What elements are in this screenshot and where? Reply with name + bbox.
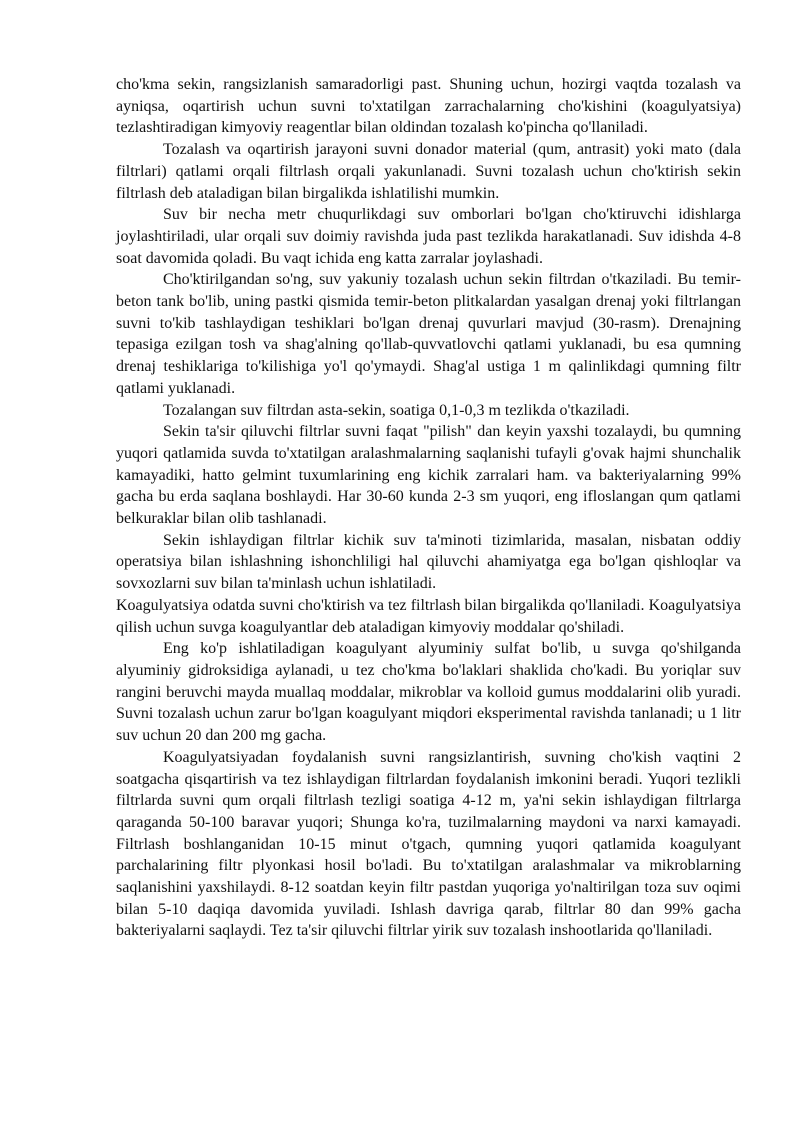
paragraph: Cho'ktirilgandan so'ng, suv yakuniy tozalash uchun sekin filtrdan o'tkaziladi. Bu temir-beton tank bo'lib, uning pastki qismida temir-beton plitkalardan yasalgan drenaj yoki filtrlangan suvni to'kib tashlaydigan teshiklari bo'lgan drenaj quvurlari mavjud (30-rasm). Drenajning tepasiga ezilgan tosh va shag'alning qo'llab-quvvatlovchi qatlami yuklanadi, bu esa qumning drenaj teshiklariga to'kilishiga yo'l qo'ymaydi. Shag'al ustiga 1 m qalinlikdagi qumning filtr qatlami yuklanadi. <box>116 271 741 397</box>
paragraph: cho'kma sekin, rangsizlanish samaradorligi past. Shuning uchun, hozirgi vaqtda tozalash va ayniqsa, oqartirish uchun suvni to'xtatilgan zarrachalarning cho'kishini (koagulyatsiya) tezlashtiradigan kimyoviy reagentlar bilan oldindan tozalash ko'pincha qo'llaniladi. <box>116 76 741 137</box>
paragraph: Koagulyatsiyadan foydalanish suvni rangsizlantirish, suvning cho'kish vaqtini 2 soatgacha qisqartirish va tez ishlaydigan filtrlardan foydalanish imkonini beradi. Yuqori tezlikli filtrlarda suvni qum orqali filtrlash tezligi soatiga 4-12 m, ya'ni sekin ishlaydigan filtrlarga qaraganda 50-100 baravar yuqori; Shunga ko'ra, tuzilmalarning maydoni va narxi kamayadi. Filtrlash boshlanganidan 10-15 minut o'tgach, qumning yuqori qatlamida koagulyant parchalarining filtr plyonkasi hosil bo'ladi. Bu to'xtatilgan aralashmalar va mikroblarning saqlanishini yaxshilaydi. 8-12 soatdan keyin filtr pastdan yuqoriga yo'naltirilgan toza suv oqimi bilan 5-10 daqiqa davomida yuviladi. Ishlash davriga qarab, filtrlar 80 dan 99% gacha bakteriyalarni saqlaydi. Tez ta'sir qiluvchi filtrlar yirik suv tozalash inshootlarida qo'llaniladi. <box>116 748 741 940</box>
paragraph: Sekin ishlaydigan filtrlar kichik suv ta'minoti tizimlarida, masalan, nisbatan oddiy operatsiya bilan ishlashning ishonchliligi hal qiluvchi ahamiyatga ega bo'lgan qishloqlar va sovxozlarni suv bilan ta'minlash uchun ishlatiladi. <box>116 531 741 593</box>
paragraph: Suv bir necha metr chuqurlikdagi suv omborlari bo'lgan cho'ktiruvchi idishlarga joylashtiriladi, ular orqali suv doimiy ravishda juda past tezlikda harakatlanadi. Suv idishda 4-8 soat davomida qoladi. Bu vaqt ichida eng katta zarralar joylashadi. <box>116 206 741 267</box>
paragraph: Koagulyatsiya odatda suvni cho'ktirish va tez filtrlash bilan birgalikda qo'llaniladi. Koagulyatsiya qilish uchun suvga koagulyantlar deb ataladigan kimyoviy moddalar qo'shiladi. <box>116 596 741 636</box>
paragraph: Sekin ta'sir qiluvchi filtrlar suvni faqat "pilish" dan keyin yaxshi tozalaydi, bu qumning yuqori qatlamida suvda to'xtatilgan aralashmalarning saqlanishi tufayli g'ovak hajmi shunchalik kamayadiki, hatto gelmint tuxumlarining eng kichik zarralari ham. va bakteriyalarning 99% gacha bu erda saqlana boshlaydi. Har 30-60 kunda 2-3 sm yuqori, eng ifloslangan qum qatlami belkuraklar bilan olib tashlanadi. <box>116 423 741 528</box>
paragraph: Eng ko'p ishlatiladigan koagulyant alyuminiy sulfat bo'lib, u suvga qo'shilganda alyuminiy gidroksidiga aylanadi, u tez cho'kma bo'laklari shaklida cho'kadi. Bu yoriqlar suv rangini beruvchi mayda muallaq moddalar, mikroblar va kolloid gumus moddalarini olib yuradi. Suvni tozalash uchun zarur bo'lgan koagulyant miqdori eksperimental ravishda tanlanadi; u 1 litr suv uchun 20 dan 200 mg gacha. <box>116 640 741 745</box>
document-page <box>116 74 741 942</box>
paragraph: Tozalash va oqartirish jarayoni suvni donador material (qum, antrasit) yoki mato (dala filtrlari) qatlami orqali filtrlash orqali yakunlanadi. Suvni tozalash uchun cho'ktirish sekin filtrlash deb ataladigan bilan birgalikda ishlatilishi mumkin. <box>116 141 741 202</box>
paragraph: Tozalangan suv filtrdan asta-sekin, soatiga 0,1-0,3 m tezlikda o'tkaziladi. <box>163 401 630 419</box>
